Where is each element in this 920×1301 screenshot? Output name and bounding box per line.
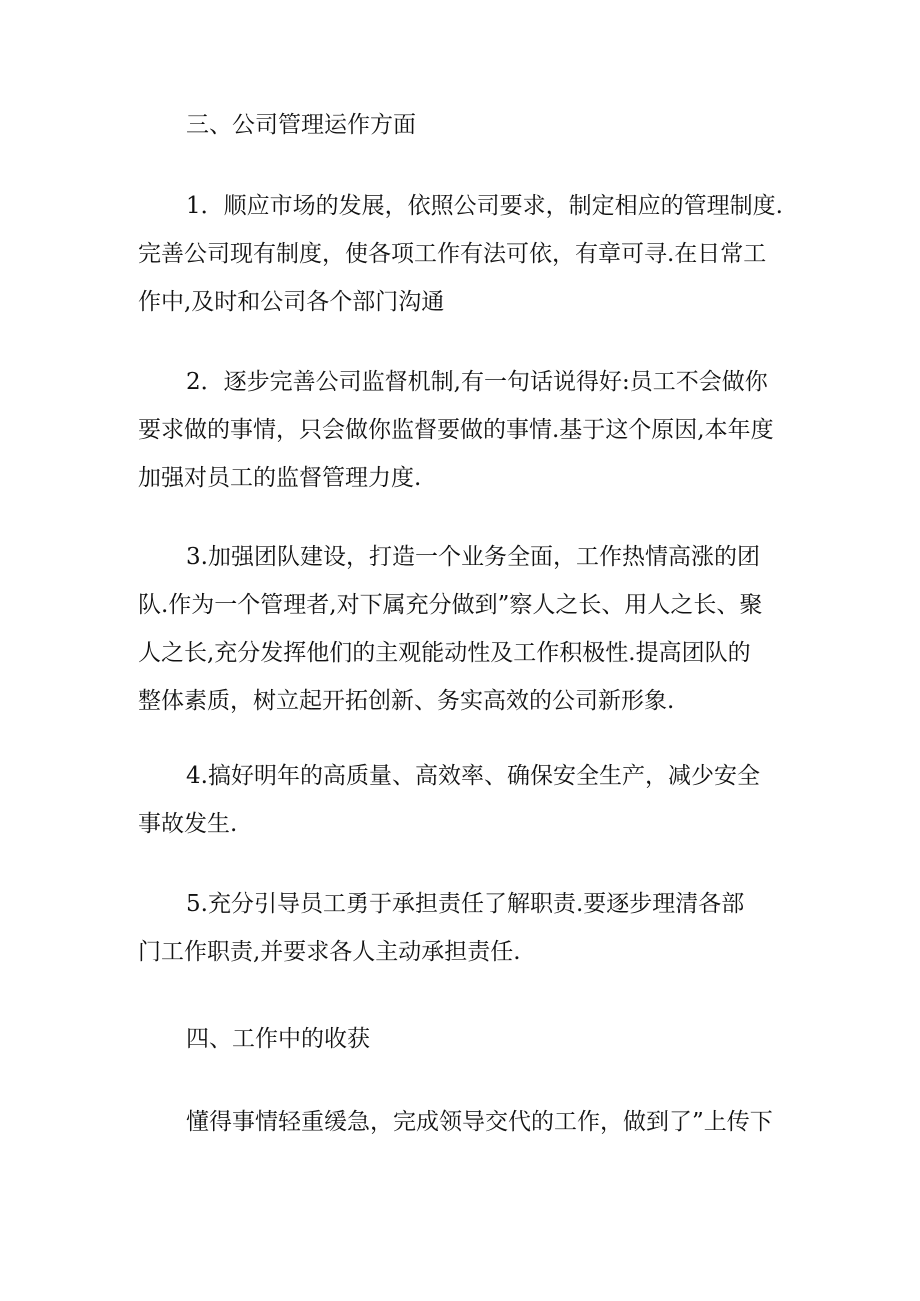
paragraph-line: 2．逐步完善公司监督机制,有一句话说得好:员工不会做你 — [186, 369, 768, 395]
paragraph-line: 作中,及时和公司各个部门沟通 — [138, 289, 445, 315]
paragraph-item-1 — [138, 182, 788, 326]
paragraph-line: 队.作为一个管理者,对下属充分做到”察人之长、用人之长、聚 — [138, 592, 763, 618]
paragraph-line: 加强对员工的监督管理力度. — [138, 465, 422, 491]
paragraph-line: 完善公司现有制度，使各项工作有法可依，有章可寻.在日常工 — [138, 241, 767, 267]
paragraph-line: 3.加强团队建设，打造一个业务全面，工作热情高涨的团 — [186, 544, 760, 570]
section-heading-management: 三、公司管理运作方面 — [186, 112, 416, 138]
paragraph-line: 门工作职责,并要求各人主动承担责任. — [138, 939, 521, 965]
paragraph-item-2 — [138, 358, 788, 502]
paragraph-item-4 — [138, 752, 788, 848]
paragraph-item-5 — [138, 880, 788, 976]
section-heading-gains: 四、工作中的收获 — [186, 1026, 370, 1052]
paragraph-item-3 — [138, 533, 788, 725]
paragraph-line: 整体素质，树立起开拓创新、务实高效的公司新形象. — [138, 688, 675, 714]
paragraph-line: 5.充分引导员工勇于承担责任了解职责.要逐步理清各部 — [186, 891, 745, 917]
paragraph-line: 4.搞好明年的高质量、高效率、确保安全生产，减少安全 — [186, 763, 760, 789]
paragraph-line: 1．顺应市场的发展，依照公司要求，制定相应的管理制度. — [186, 193, 783, 219]
paragraph-line: 事故发生. — [138, 811, 238, 837]
paragraph-line: 懂得事情轻重缓急，完成领导交代的工作，做到了”上传下 — [186, 1109, 773, 1135]
paragraph-line: 要求做的事情，只会做你监督要做的事情.基于这个原因,本年度 — [138, 417, 774, 443]
paragraph-line: 人之长,充分发挥他们的主观能动性及工作积极性.提高团队的 — [138, 640, 751, 666]
paragraph-closing — [138, 1098, 788, 1146]
